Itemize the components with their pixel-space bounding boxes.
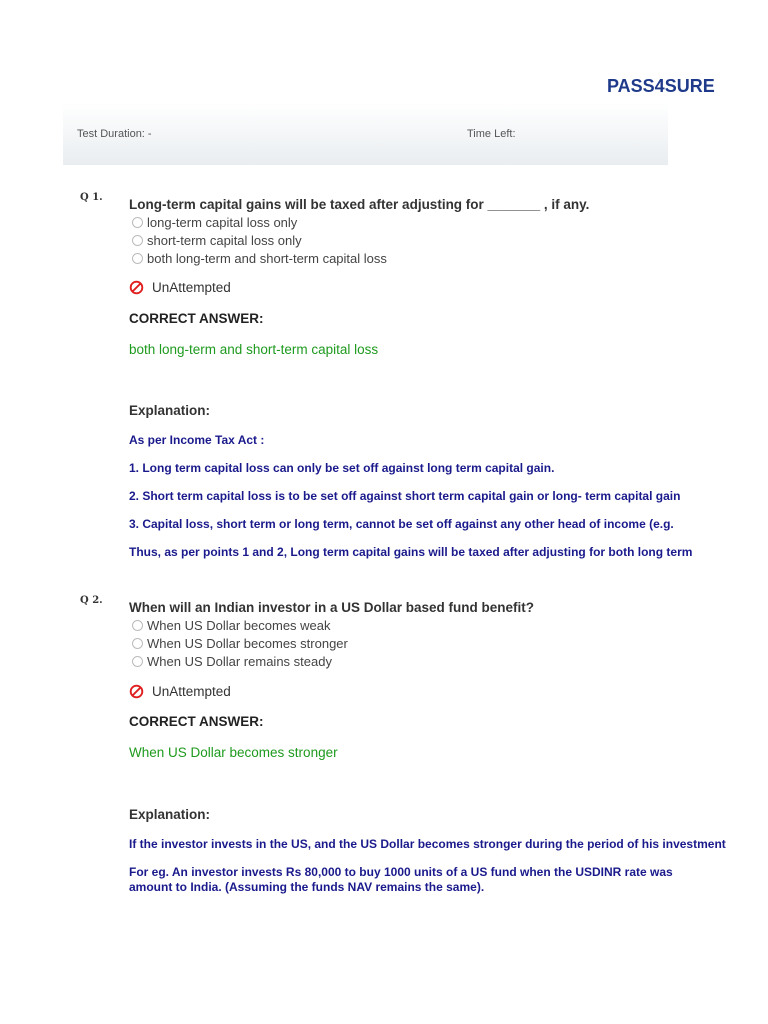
option-label: short-term capital loss only — [147, 233, 302, 248]
explanation-label: Explanation: — [129, 807, 211, 822]
option-label: both long-term and short-term capital loss — [147, 251, 387, 266]
radio-button[interactable] — [132, 638, 143, 649]
explanation-label: Explanation: — [129, 403, 211, 418]
explanation-line: If the investor invests in the US, and the US Dollar becomes stronger during the period of his investment — [129, 837, 726, 851]
correct-answer-value: both long-term and short-term capital loss — [129, 342, 379, 357]
question-number: Q 1. — [80, 192, 103, 203]
radio-button[interactable] — [132, 620, 143, 631]
explanation-line: As per Income Tax Act : — [129, 433, 265, 447]
answer-option[interactable] — [132, 654, 332, 669]
radio-button[interactable] — [132, 217, 143, 228]
radio-button[interactable] — [132, 656, 143, 667]
question-text: When will an Indian investor in a US Dollar based fund benefit? — [129, 600, 535, 615]
question-number: Q 2. — [80, 595, 103, 606]
status-label: UnAttempted — [152, 280, 231, 295]
time-left: Time Left: — [467, 128, 516, 140]
radio-button[interactable] — [132, 253, 143, 264]
explanation-line: For eg. An investor invests Rs 80,000 to buy 1000 units of a US fund when the USDINR rate was — [129, 865, 673, 879]
prohibited-icon — [129, 280, 144, 295]
prohibited-icon — [129, 684, 144, 699]
attempt-status — [129, 280, 231, 295]
status-label: UnAttempted — [152, 684, 231, 699]
answer-option[interactable] — [132, 636, 348, 651]
explanation-line: 3. Capital loss, short term or long term, cannot be set off against any other head of income (e.g. — [129, 517, 674, 531]
option-label: When US Dollar becomes stronger — [147, 636, 348, 651]
question-text: Long-term capital gains will be taxed after adjusting for _______ , if any. — [129, 197, 590, 212]
answer-option[interactable] — [132, 233, 302, 248]
option-label: When US Dollar becomes weak — [147, 618, 331, 633]
correct-answer-value: When US Dollar becomes stronger — [129, 745, 338, 760]
option-label: long-term capital loss only — [147, 215, 298, 230]
correct-answer-label: CORRECT ANSWER: — [129, 714, 264, 729]
explanation-line: amount to India. (Assuming the funds NAV remains the same). — [129, 880, 485, 894]
attempt-status — [129, 684, 231, 699]
explanation-line: 2. Short term capital loss is to be set off against short term capital gain or long- term capital gain — [129, 489, 681, 503]
test-duration: Test Duration: - — [77, 128, 152, 140]
radio-button[interactable] — [132, 235, 143, 246]
brand-title: PASS4SURE — [607, 76, 715, 96]
answer-option[interactable] — [132, 215, 297, 230]
answer-option[interactable] — [132, 618, 331, 633]
option-label: When US Dollar remains steady — [147, 654, 332, 669]
answer-option[interactable] — [132, 251, 387, 266]
correct-answer-label: CORRECT ANSWER: — [129, 311, 264, 326]
explanation-line: 1. Long term capital loss can only be set off against long term capital gain. — [129, 461, 555, 475]
explanation-line: Thus, as per points 1 and 2, Long term capital gains will be taxed after adjusting for both long term — [129, 545, 693, 559]
